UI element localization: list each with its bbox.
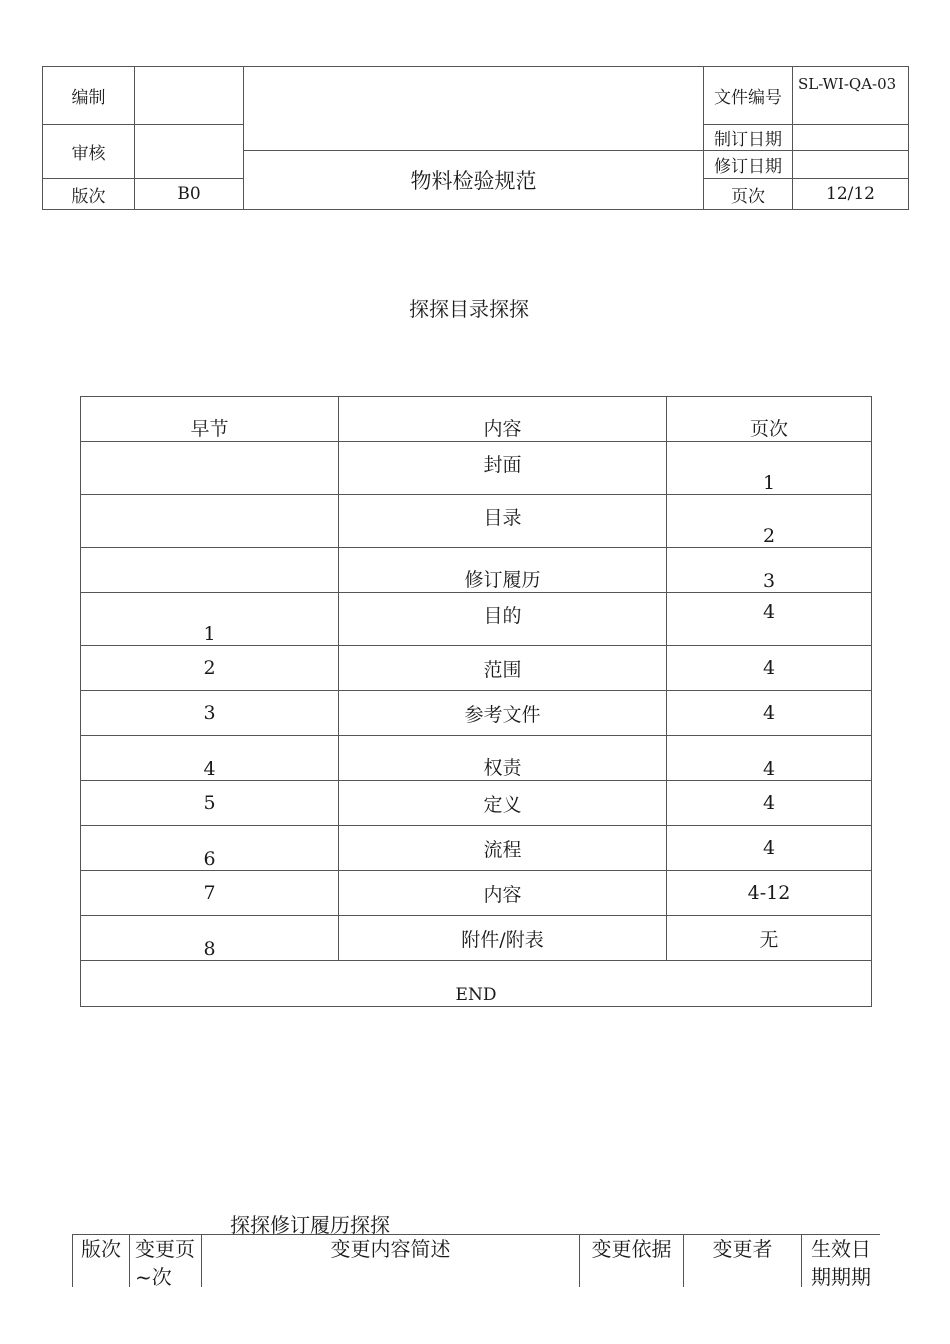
- toc-col-content: 内容: [339, 397, 667, 442]
- toc-row: [81, 781, 872, 826]
- rev-col-effective-date: 生效日期期期: [802, 1235, 881, 1288]
- version-value: B0: [135, 179, 244, 210]
- toc-content: 参考文件: [339, 691, 667, 736]
- toc-content: 定义: [339, 781, 667, 826]
- doc-title: 物料检验规范: [244, 151, 704, 210]
- document-header: [42, 66, 909, 210]
- toc-chapter: 5: [81, 781, 339, 826]
- toc-chapter: [81, 495, 339, 548]
- toc-content: 目录: [339, 495, 667, 548]
- revision-heading: 探探修订履历探探: [230, 1213, 390, 1237]
- toc-heading: 探探目录探探: [409, 297, 529, 321]
- page-value: 12/12: [793, 179, 909, 210]
- toc-page: 4: [667, 826, 872, 871]
- toc-table: [80, 396, 872, 1007]
- toc-end-row: [81, 961, 872, 1007]
- toc-content: 内容: [339, 871, 667, 916]
- toc-page: 无: [667, 916, 872, 961]
- rev-col-author: 变更者: [684, 1235, 802, 1288]
- issue-date-value: [793, 125, 909, 151]
- rev-col-change-page: 变更页~次: [130, 1235, 202, 1288]
- toc-chapter: 2: [81, 646, 339, 691]
- toc-page: 2: [667, 495, 872, 548]
- toc-page: 4: [667, 736, 872, 781]
- revision-table-clip: [72, 1234, 880, 1287]
- toc-row: [81, 871, 872, 916]
- revise-date-value: [793, 151, 909, 179]
- toc-page: 4-12: [667, 871, 872, 916]
- toc-row: [81, 736, 872, 781]
- toc-page: 1: [667, 442, 872, 495]
- rev-col-basis: 变更依据: [580, 1235, 684, 1288]
- toc-content: 流程: [339, 826, 667, 871]
- toc-page: 3: [667, 548, 872, 593]
- toc-content: 附件/附表: [339, 916, 667, 961]
- reviewed-label: 审核: [43, 125, 135, 179]
- toc-end-label: END: [81, 961, 872, 1007]
- toc-page: 4: [667, 781, 872, 826]
- toc-row: [81, 826, 872, 871]
- toc-col-page: 页次: [667, 397, 872, 442]
- doc-no-value: SL-WI-QA-03: [793, 67, 909, 125]
- toc-content: 目的: [339, 593, 667, 646]
- toc-content: 修订履历: [339, 548, 667, 593]
- prepared-label: 编制: [43, 67, 135, 125]
- toc-row: [81, 495, 872, 548]
- prepared-value: [135, 67, 244, 125]
- toc-content: 范围: [339, 646, 667, 691]
- toc-chapter: [81, 548, 339, 593]
- title-blank-cell: [244, 67, 704, 151]
- toc-chapter: 1: [81, 593, 339, 646]
- toc-page: 4: [667, 691, 872, 736]
- revise-date-label: 修订日期: [704, 151, 793, 179]
- toc-row: [81, 691, 872, 736]
- revision-table: [72, 1234, 880, 1287]
- toc-content: 封面: [339, 442, 667, 495]
- toc-page: 4: [667, 593, 872, 646]
- page-label: 页次: [704, 179, 793, 210]
- rev-col-version: 版次: [73, 1235, 130, 1288]
- toc-chapter: 3: [81, 691, 339, 736]
- rev-col-summary: 变更内容简述: [202, 1235, 580, 1288]
- toc-row: [81, 646, 872, 691]
- issue-date-label: 制订日期: [704, 125, 793, 151]
- toc-chapter: 7: [81, 871, 339, 916]
- toc-chapter: 8: [81, 916, 339, 961]
- reviewed-value: [135, 125, 244, 179]
- toc-row: [81, 442, 872, 495]
- toc-content: 权责: [339, 736, 667, 781]
- doc-no-label: 文件编号: [704, 67, 793, 125]
- toc-chapter: 6: [81, 826, 339, 871]
- toc-page: 4: [667, 646, 872, 691]
- version-label: 版次: [43, 179, 135, 210]
- toc-chapter: [81, 442, 339, 495]
- toc-row: [81, 548, 872, 593]
- toc-row: [81, 593, 872, 646]
- toc-row: [81, 916, 872, 961]
- toc-chapter: 4: [81, 736, 339, 781]
- toc-col-chapter: 早节: [81, 397, 339, 442]
